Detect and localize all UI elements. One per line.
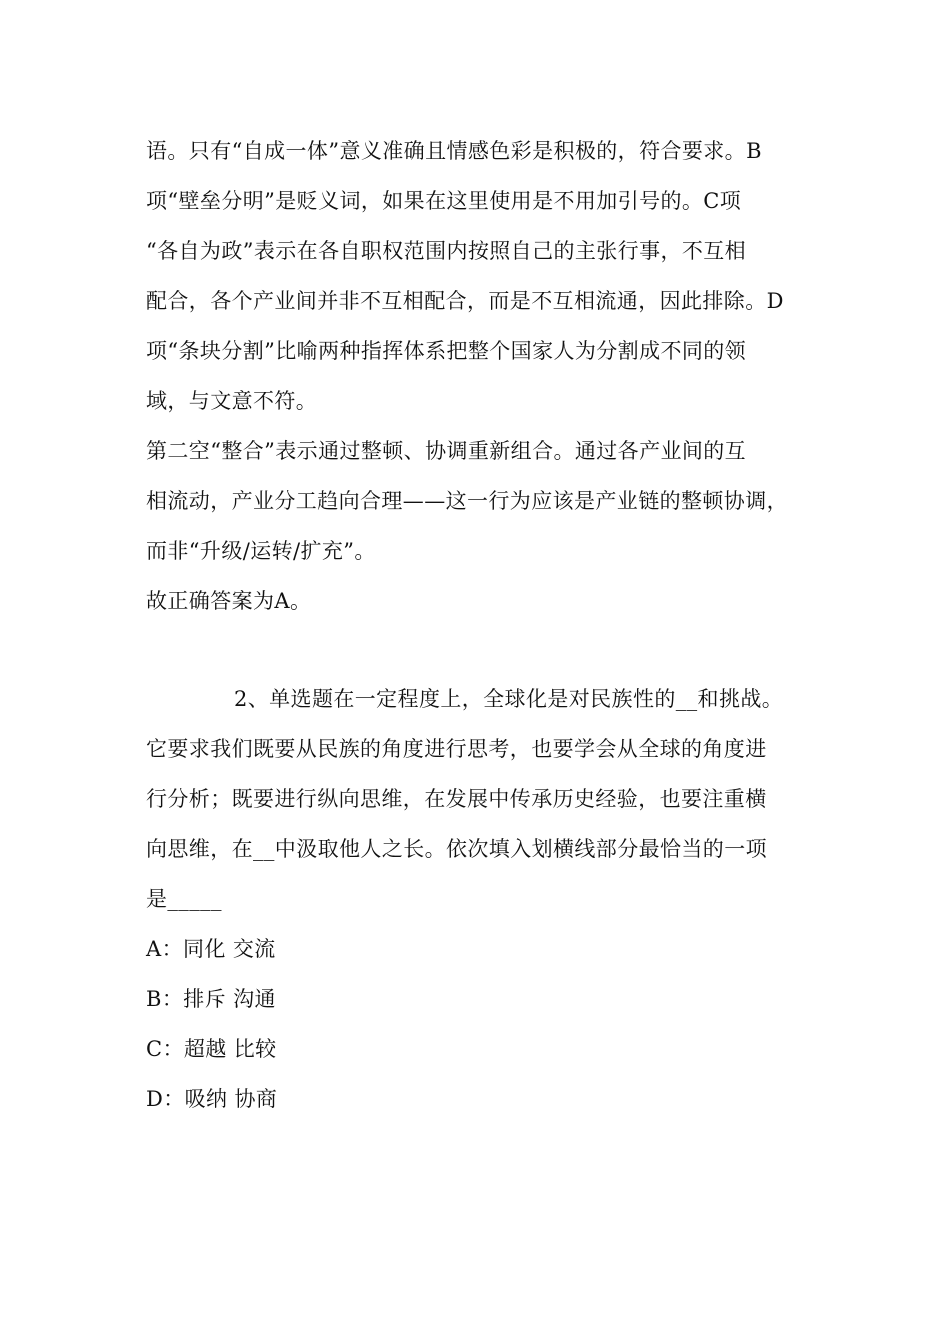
question-stem-line: 它要求我们既要从民族的角度进行思考，也要学会从全球的角度进 bbox=[146, 737, 767, 761]
explanation-line: 项“条块分割”比喻两种指挥体系把整个国家人为分割成不同的领 bbox=[146, 339, 747, 363]
answer-line: 故正确答案为A。 bbox=[146, 589, 312, 613]
option-a: A：同化 交流 bbox=[146, 937, 276, 961]
question-stem-line: 行分析；既要进行纵向思维，在发展中传承历史经验，也要注重横 bbox=[146, 787, 767, 811]
explanation-line: 而非“升级/运转/扩充”。 bbox=[146, 539, 376, 563]
option-c: C：超越 比较 bbox=[146, 1037, 277, 1061]
option-b: B：排斥 沟通 bbox=[146, 987, 276, 1011]
option-d: D：吸纳 协商 bbox=[146, 1087, 278, 1111]
question-stem-line: 是_____ bbox=[146, 887, 222, 911]
explanation-line: 配合，各个产业间并非不互相配合，而是不互相流通，因此排除。D bbox=[146, 289, 784, 313]
explanation-line: 语。只有“自成一体”意义准确且情感色彩是积极的，符合要求。B bbox=[146, 139, 762, 163]
question-stem-line: 2、单选题在一定程度上，全球化是对民族性的__和挑战。 bbox=[234, 687, 784, 711]
explanation-line: 相流动，产业分工趋向合理——这一行为应该是产业链的整顿协调， bbox=[146, 489, 788, 513]
explanation-line: 域，与文意不符。 bbox=[146, 389, 318, 413]
question-stem-line: 向思维，在__中汲取他人之长。依次填入划横线部分最恰当的一项 bbox=[146, 837, 767, 861]
explanation-line: 第二空“整合”表示通过整顿、协调重新组合。通过各产业间的互 bbox=[146, 439, 747, 463]
explanation-line: “各自为政”表示在各自职权范围内按照自己的主张行事，不互相 bbox=[146, 239, 747, 263]
explanation-line: 项“壁垒分明”是贬义词，如果在这里使用是不用加引号的。C项 bbox=[146, 189, 742, 213]
